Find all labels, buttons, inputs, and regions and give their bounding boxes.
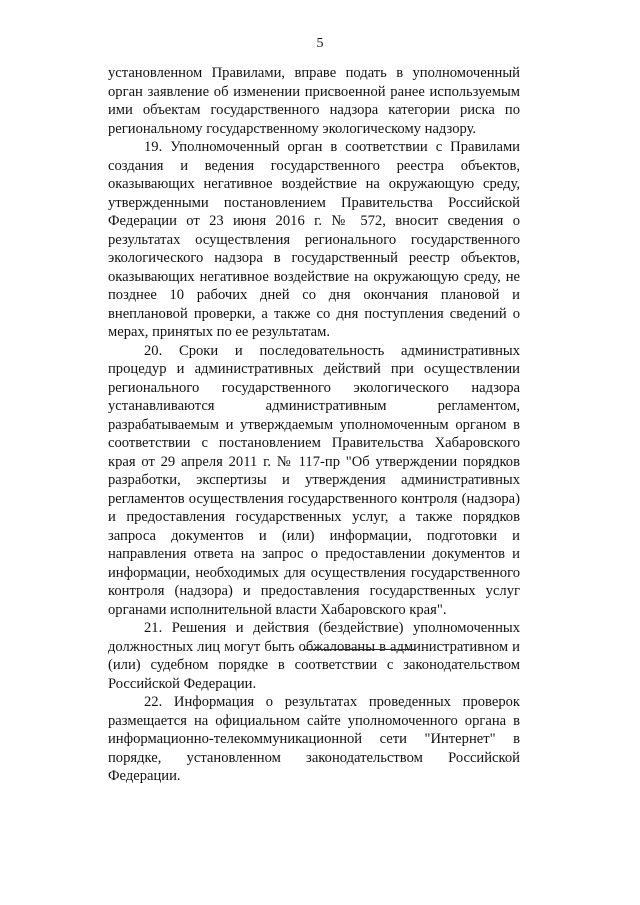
paragraph-item-20: 20. Сроки и последовательность административных процедур и административных действий при осуществлении регионального государственного экологического надзора устанавливаются административным регламентом, разрабатываемым и утверждаемым уполномоченным органом в соответствии с постановлением Правительства Хабаровского края от 29 апреля 2011 г. № 117-пр "Об утверждении порядков разработки, экспертизы и утверждения административных регламентов осуществления государственного контроля (надзора) и предоставления государственных услуг, а также порядков запроса документов и (или) информации, подготовки и направления ответа на запрос о предоставлении документов и информации, необходимых для осуществления государственного контроля (надзора) и предоставления государственных услуг органами исполнительной власти Хабаровского края". [108,342,520,618]
end-of-document-rule [303,649,415,650]
document-body [108,64,520,786]
paragraph-continuation: установленном Правилами, вправе подать в уполномоченный орган заявление об изменении присвоенной ранее используемым ими объектам государственного надзора категории риска по региональному государственному экологическому надзору. [108,65,520,137]
paragraph-item-19: 19. Уполномоченный орган в соответствии с Правилами создания и ведения государственного реестра объектов, оказывающих негативное воздействие на окружающую среду, утвержденными постановлением Правительства Российской Федерации от 23 июня 2016 г. № 572, вносит сведения о результатах осуществления регионального государственного экологического надзора в государственный реестр объектов, оказывающих негативное воздействие на окружающую среду, не позднее 10 рабочих дней со дня окончания плановой и внеплановой проверки, а также со дня поступления сведений о мерах, принятых по ее результатам. [108,139,520,340]
paragraph-item-22: 22. Информация о результатах проведенных проверок размещается на официальном сайте уполномоченного органа в информационно-телекоммуникационной сети "Интернет" в порядке, установленном законодательством Российской Федерации. [108,694,520,784]
paragraph-item-21: 21. Решения и действия (бездействие) уполномоченных должностных лиц могут быть обжалованы в административном и (или) судебном порядке в соответствии с законодательством Российской Федерации. [108,620,520,692]
page-number: 5 [316,36,324,51]
